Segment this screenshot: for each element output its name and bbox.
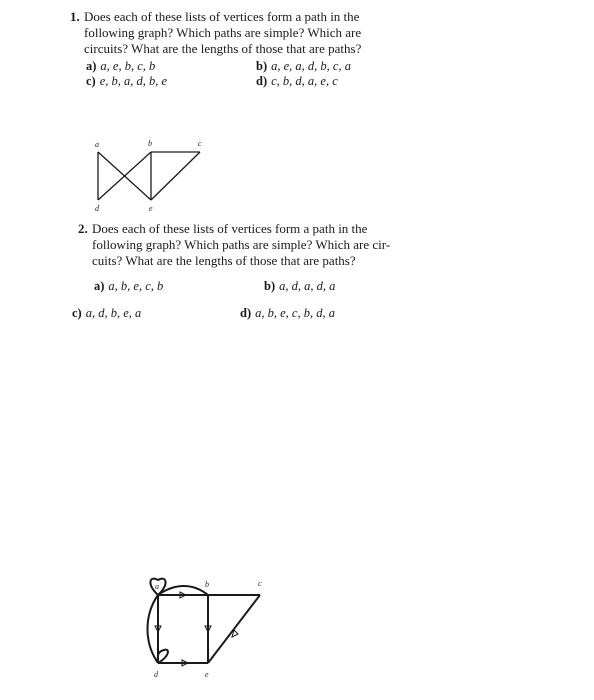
graph-2-label-a: a	[155, 582, 159, 591]
problem-2-line-1: Does each of these lists of vertices form a path in the	[92, 221, 368, 236]
graph-1-label-c: c	[198, 139, 202, 148]
problem-1-line-3: circuits? What are the lengths of those that are paths?	[84, 41, 362, 56]
problem-2-part-d: d) a, b, e, c, b, d, a	[240, 306, 335, 320]
problem-1-part-a: a) a, e, b, c, b	[86, 59, 156, 73]
problem-1-number: 1.	[70, 9, 80, 24]
problem-2-line-2: following graph? Which paths are simple? Which are cir-	[92, 237, 391, 252]
problem-2-line-3: cuits? What are the lengths of those that are paths?	[92, 253, 356, 268]
graph-2-edge-c-e	[208, 595, 260, 663]
graph-2-loop-d	[158, 650, 168, 663]
graph-1-label-d: d	[95, 204, 99, 213]
problem-1-part-d: d) c, b, d, a, e, c	[256, 74, 338, 88]
graph-1-label-b: b	[148, 139, 152, 148]
graph-2-label-d: d	[154, 670, 158, 679]
graph-1-label-a: a	[95, 140, 99, 149]
problem-1-line-2: following graph? Which paths are simple? Which are	[84, 25, 362, 40]
graph-2-label-b: b	[205, 580, 209, 589]
problem-1-part-b: b) a, e, a, d, b, c, a	[256, 59, 351, 73]
problem-2-part-b: b) a, d, a, d, a	[264, 279, 336, 293]
problem-2-part-a: a) a, b, e, c, b	[94, 279, 164, 293]
graph-1-label-e: e	[149, 204, 153, 213]
graph-2-label-e: e	[205, 670, 209, 679]
problem-1-part-c: c) e, b, a, d, b, e	[86, 74, 168, 88]
problem-2-number: 2.	[78, 221, 88, 236]
graph-2-label-c: c	[258, 579, 262, 588]
problem-1-line-1: Does each of these lists of vertices form a path in the	[84, 9, 360, 24]
problem-2-part-c: c) a, d, b, e, a	[72, 306, 142, 320]
